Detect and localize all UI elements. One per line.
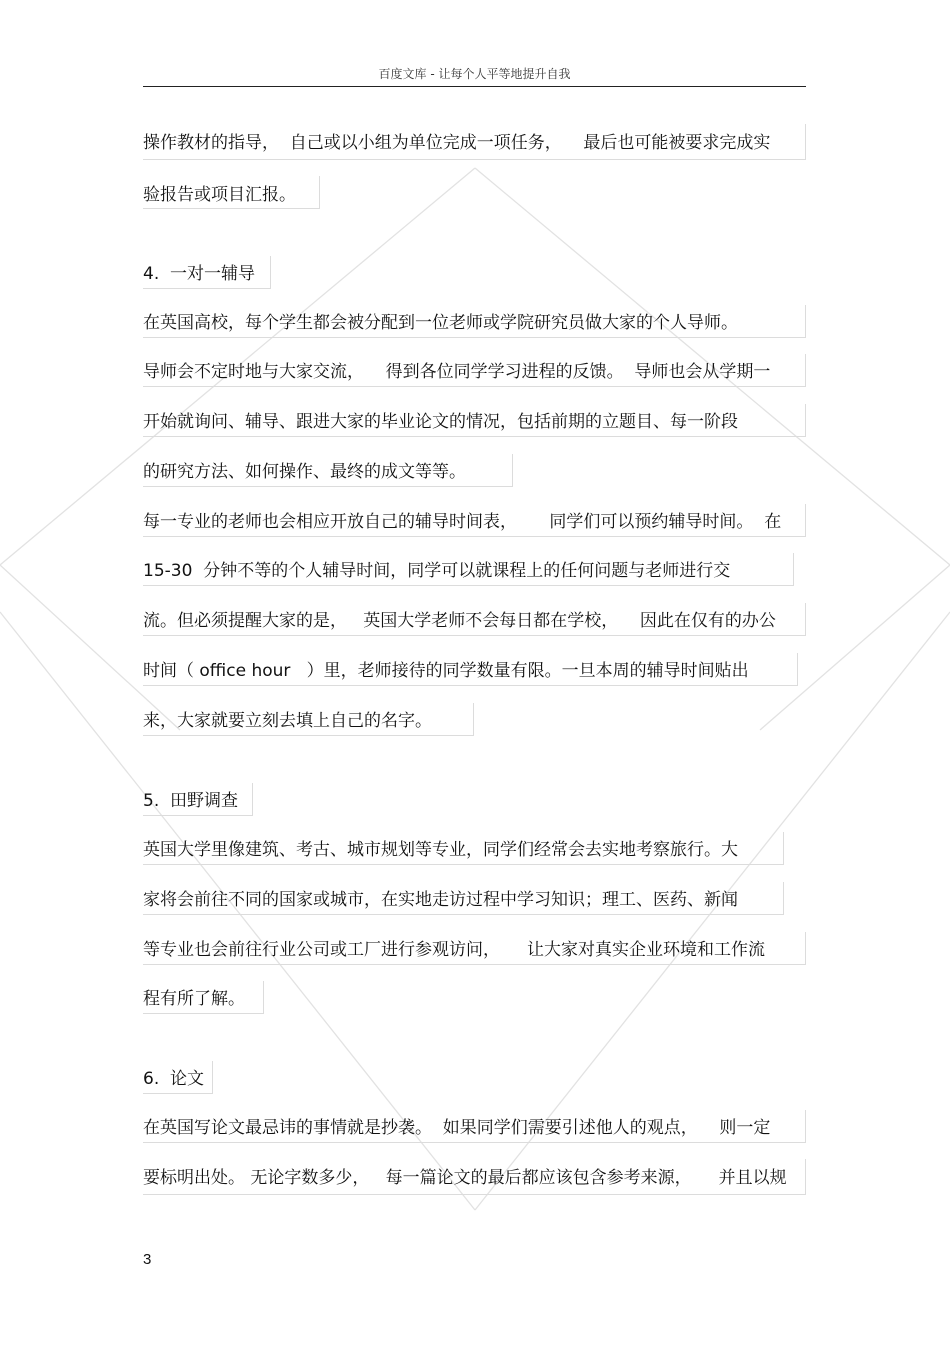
body-text-line: 在英国写论文最忌讳的事情就是抄袭。 如果同学们需要引述他人的观点， 则一定 [143, 1118, 771, 1138]
body-text-line: 英国大学里像建筑、考古、城市规划等专业，同学们经常会去实地考察旅行。大 [143, 840, 738, 860]
body-text-line: 验报告或项目汇报。 [143, 185, 296, 205]
body-text-line: 在英国高校，每个学生都会被分配到一位老师或学院研究员做大家的个人导师。 [143, 313, 738, 333]
body-text-line: 家将会前往不同的国家或城市，在实地走访过程中学习知识；理工、医药、新闻 [143, 890, 738, 910]
body-text-line: 导师会不定时地与大家交流， 得到各位同学学习进程的反馈。 导师也会从学期一 [143, 362, 771, 382]
body-text-line: 等专业也会前往行业公司或工厂进行参观访问， 让大家对真实企业环境和工作流 [143, 940, 766, 960]
body-text-line: 要标明出处。 无论字数多少， 每一篇论文的最后都应该包含参考来源， 并且以规 [143, 1168, 787, 1188]
body-text-line: 流。但必须提醒大家的是， 英国大学老师不会每日都在学校， 因此在仅有的办公 [143, 611, 776, 631]
body-text-line: 15-30 分钟不等的个人辅导时间，同学可以就课程上的任何问题与老师进行交 [143, 561, 731, 581]
section-heading: 6. 论文 [143, 1069, 205, 1089]
body-text-line: 每一专业的老师也会相应开放自己的辅导时间表， 同学们可以预约辅导时间。 在 [143, 512, 782, 532]
body-text-line: 开始就询问、辅导、跟进大家的毕业论文的情况，包括前期的立题目、每一阶段 [143, 412, 738, 432]
page-header: 百度文库 - 让每个人平等地提升自我 [143, 64, 806, 87]
section-heading: 5. 田野调查 [143, 791, 239, 811]
body-text-line: 的研究方法、如何操作、最终的成文等等。 [143, 462, 466, 482]
body-text-line: 程有所了解。 [143, 989, 245, 1009]
body-text-line: 来，大家就要立刻去填上自己的名字。 [143, 711, 432, 731]
body-text-line: 操作教材的指导， 自己或以小组为单位完成一项任务， 最后也可能被要求完成实 [143, 133, 771, 153]
body-text-line: 时间（ office hour ）里，老师接待的同学数量有限。一旦本周的辅导时间贴出 [143, 661, 749, 681]
section-heading: 4. 一对一辅导 [143, 264, 256, 284]
page-number: 3 [143, 1251, 152, 1268]
